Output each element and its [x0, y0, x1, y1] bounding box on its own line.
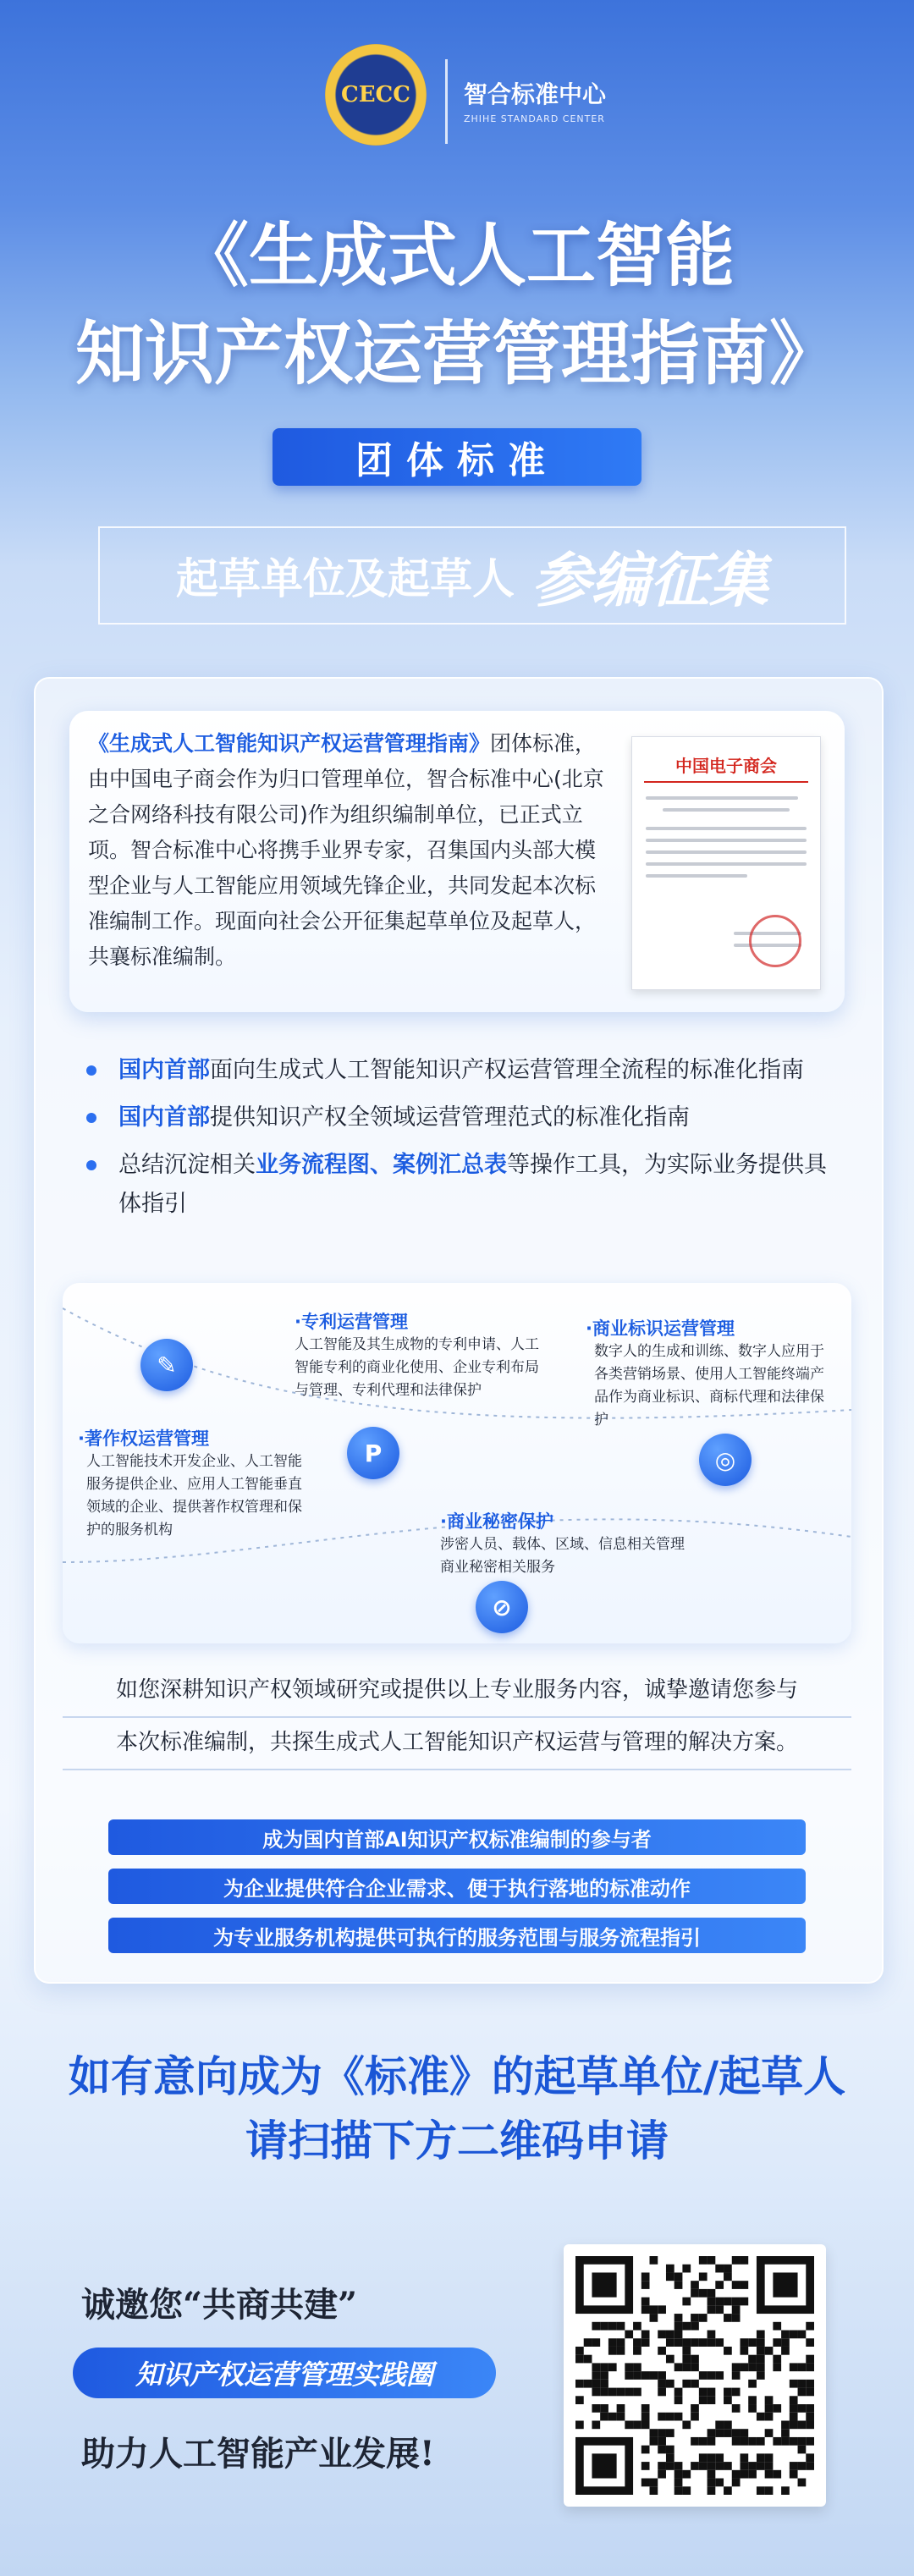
service-desc-trademark: 数字人的生成和训练、数字人应用于各类营销场景、使用人工智能终端产品作为商业标识、商标代理和法律保护 [594, 1343, 824, 1428]
service-title-trademark: ·商业标识运营管理 [586, 1318, 735, 1339]
highlight-item: 国内首部面向生成式人工智能知识产权运营管理全流程的标准化指南 [81, 1051, 843, 1090]
red-seal-stamp [749, 915, 801, 967]
document-line [646, 796, 798, 800]
logo-divider [445, 59, 448, 144]
document-line [646, 827, 807, 830]
document-header: 中国电子商会 [675, 756, 777, 776]
qr-code[interactable] [575, 2256, 814, 2495]
bullet-dot-icon [86, 1160, 96, 1170]
document-line [663, 808, 790, 812]
invitation-line-1: 如您深耕知识产权领域研究或提供以上专业服务内容，诚挚邀请您参与 [63, 1665, 851, 1718]
cta-line-1: 如有意向成为《标准》的起草单位/起草人 [68, 2051, 846, 2101]
intro-paragraph [88, 726, 613, 975]
intro-body: 团体标准，由中国电子商会作为归口管理单位，智合标准中心(北京之合网络科技有限公司)作为组织编制单位，已正式立项。智合标准中心将携手业界专家，召集国内头部大模型企业与人工智能应用领域先锋企业，共同发起本次标准编制工作。现面向社会公开征集起草单位及起草人，共襄标准编制。 [88, 731, 604, 969]
notice-document-thumbnail [631, 736, 821, 990]
feather-pen-icon: ✎ [140, 1339, 193, 1391]
practice-circle-pill: 知识产权运营管理实践圈 [73, 2348, 496, 2398]
benefit-item: 为企业提供符合企业需求、便于执行落地的标准动作 [108, 1869, 806, 1904]
service-title-patent: ·专利运营管理 [295, 1312, 408, 1332]
document-red-line [644, 781, 808, 783]
join-invite-text: 诚邀您“共商共建” [81, 2285, 358, 2325]
hidden-eye-icon: ⊘ [476, 1581, 528, 1633]
globe-icon: ◎ [699, 1434, 752, 1486]
document-line [646, 874, 747, 878]
invitation-line-2: 本次标准编制，共探生成式人工智能知识产权运营与管理的解决方案。 [63, 1718, 851, 1770]
service-title-copyright: ·著作权运营管理 [78, 1428, 209, 1449]
call-to-action [0, 2045, 914, 2173]
document-line [646, 839, 807, 842]
highlight-item: 总结沉淀相关业务流程图、案例汇总表等操作工具，为实际业务提供具体指引 [81, 1146, 843, 1224]
benefit-item: 为专业服务机构提供可执行的服务范围与服务流程指引 [108, 1918, 806, 1953]
standard-type-badge: 团体标准 [273, 428, 641, 486]
zhihe-logo-en: ZHIHE STANDARD CENTER [464, 113, 605, 124]
subtitle-emphasis: 参编征集 [531, 544, 768, 615]
invitation-text [63, 1665, 851, 1770]
service-desc-patent: 人工智能及其生成物的专利申请、人工智能专利的商业化使用、企业专利布局与管理、专利代理和法律保护 [295, 1336, 539, 1399]
subtitle-main: 起草单位及起草人 [176, 553, 515, 603]
subtitle-banner [98, 526, 846, 625]
title-line-2: 知识产权运营管理指南》 [74, 314, 839, 394]
cec-logo [325, 44, 427, 146]
bullet-dot-icon [86, 1065, 96, 1076]
services-panel [63, 1283, 851, 1643]
intro-standard-name: 《生成式人工智能知识产权运营管理指南》 [88, 731, 491, 756]
service-desc-copyright: 人工智能技术开发企业、人工智能服务提供企业、应用人工智能垂直领域的企业、提供著作权管理和保护的服务机构 [86, 1453, 302, 1538]
benefits-list [108, 1819, 806, 1967]
bullet-dot-icon [86, 1113, 96, 1123]
highlight-item: 国内首部提供知识产权全领域运营管理范式的标准化指南 [81, 1098, 843, 1137]
highlights-list [81, 1051, 843, 1232]
title-line-1: 《生成式人工智能 [179, 216, 735, 296]
service-title-trade-secret: ·商业秘密保护 [440, 1511, 553, 1532]
patent-icon: P [347, 1427, 399, 1479]
zhihe-logo-name: 智合标准中心 [464, 80, 607, 108]
benefit-item: 成为国内首部AI知识产权标准编制的参与者 [108, 1819, 806, 1855]
document-line [646, 850, 807, 854]
service-desc-trade-secret: 涉密人员、载体、区域、信息相关管理商业秘密相关服务 [440, 1536, 685, 1576]
join-slogan: 助力人工智能产业发展! [81, 2434, 435, 2474]
document-line [646, 862, 807, 866]
cta-line-2: 请扫描下方二维码申请 [245, 2116, 669, 2166]
cec-logo-text: CECC [341, 82, 410, 107]
zhihe-logo [464, 49, 616, 151]
page-title [0, 207, 914, 404]
